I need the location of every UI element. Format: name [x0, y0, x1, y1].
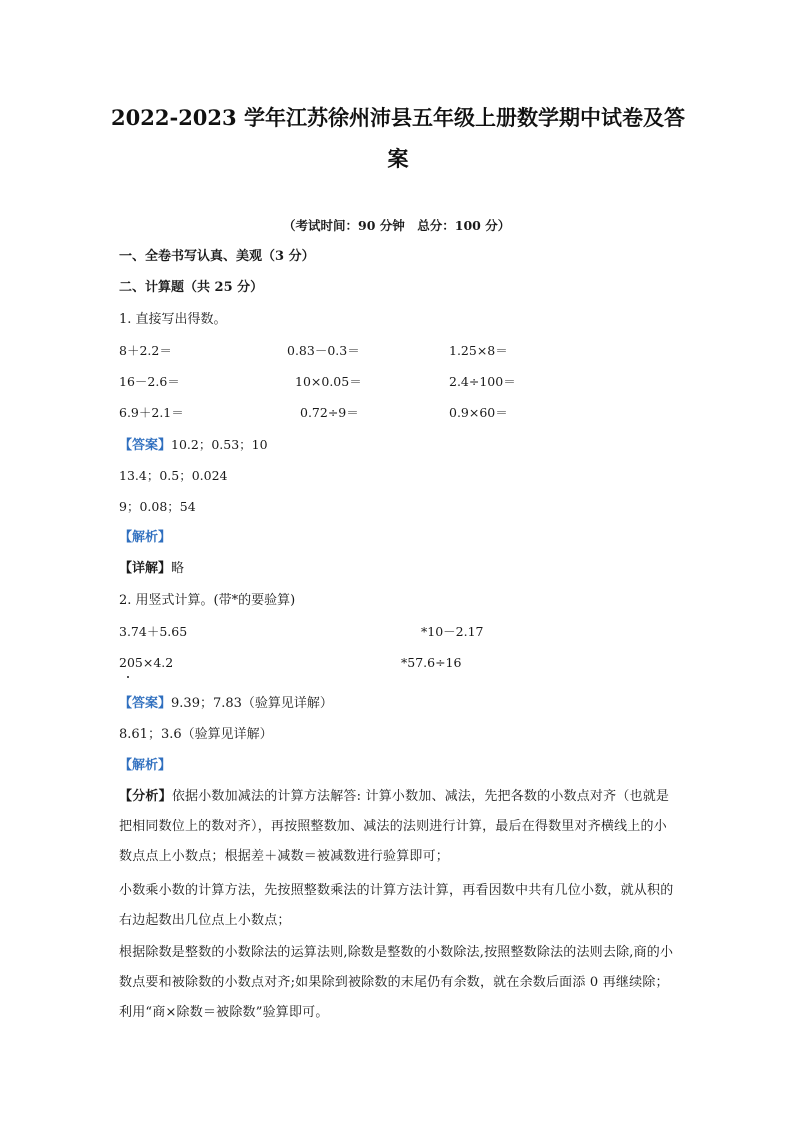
exam-info: （考试时间：90 分钟 总分：100 分）	[283, 218, 511, 233]
q1-item: 10×0.05＝	[295, 374, 362, 389]
document-title-line-2: 案	[387, 146, 409, 171]
q2-item: 3.74＋5.65	[119, 624, 188, 639]
q1-answer-text: 13.4；0.5；0.024	[119, 468, 228, 483]
q1-item: 16－2.6＝	[119, 374, 180, 389]
answer-tag: 【答案】	[119, 696, 172, 711]
document-title-line-1: 2022-2023 学年江苏徐州沛县五年级上册数学期中试卷及答	[111, 105, 685, 130]
analysis-paragraph-1-text: 依据小数加减法的计算方法解答: 计算小数加、减法，先把各数的小数点对齐（也就是把相同数位上的数对齐），再按照整数加、减法的法则进行计算，最后在得数里对齐横线上的小数点点上小数点；根据差＋减数＝被减数进行验算即可；	[119, 789, 670, 864]
q1-item: 2.4÷100＝	[449, 374, 516, 389]
section-1-heading: 一、全卷书写认真、美观（3 分）	[119, 249, 315, 264]
q2-item: *57.6÷16	[401, 655, 462, 670]
stray-dot-mark	[127, 676, 129, 678]
analysis-label: 【分析】	[119, 789, 172, 804]
q1-item: 1.25×8＝	[449, 343, 508, 358]
analysis-paragraph-2: 小数乘小数的计算方法，先按照整数乘法的计算方法计算，再看因数中共有几位小数，就从积的右边起数出几位点上小数点；	[119, 883, 674, 928]
q1-answer-line	[119, 436, 268, 455]
q1-item: 0.83－0.3＝	[287, 343, 360, 358]
detail-tag: 【详解】	[119, 561, 172, 576]
q1-item: 0.9×60＝	[449, 405, 508, 420]
q2-answer-text: 8.61；3.6（验算见详解）	[119, 727, 273, 742]
detail-text: 略	[171, 561, 185, 576]
q2-answer-line	[119, 695, 333, 713]
q2-item: 205×4.2	[119, 655, 174, 670]
q1-item: 0.72÷9＝	[300, 405, 359, 420]
analysis-tag: 【解析】	[119, 530, 172, 545]
q1-detail-line	[119, 560, 184, 578]
q1-item: 6.9＋2.1＝	[119, 405, 184, 420]
q1-item: 8＋2.2＝	[119, 343, 172, 358]
analysis-tag: 【解析】	[119, 758, 172, 773]
q1-answer-text: 9；0.08；54	[119, 499, 196, 514]
section-2-heading: 二、计算题（共 25 分）	[119, 280, 264, 295]
q2-item: *10－2.17	[421, 624, 484, 639]
q1-answer-text: 10.2；0.53；10	[171, 437, 268, 452]
question-2-prompt: 2. 用竖式计算。(带*的要验算)	[119, 593, 296, 608]
question-1-prompt: 1. 直接写出得数。	[119, 312, 227, 327]
answer-tag: 【答案】	[119, 438, 172, 453]
analysis-paragraph-3: 根据除数是整数的小数除法的运算法则,除数是整数的小数除法,按照整数除法的法则去除,商的小数点要和被除数的小数点对齐;如果除到被除数的末尾仍有余数，就在余数后面添 0 再继续除；利用“商×除数＝被除数”验算即可。	[119, 945, 674, 1020]
analysis-paragraph-1	[119, 782, 679, 872]
q2-answer-text: 9.39；7.83（验算见详解）	[171, 696, 333, 711]
